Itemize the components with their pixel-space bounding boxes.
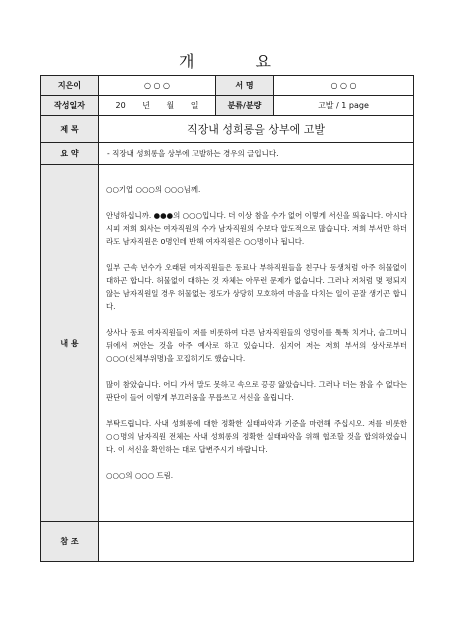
author-label: 지은이 [41,76,99,96]
letter-paragraph: 상사나 동료 여자직원들이 저를 비롯하여 다른 남자직원들의 엉덩이를 툭툭 치거나, 슬그머니 뒤에서 껴안는 것을 아주 예사로 하고 있습니다. 심지어 저는 저희 부서의 상사로부터 ○○○(신체부위명)을 꼬집히기도 했습니다. [106,328,407,363]
date-label: 작성일자 [41,96,99,116]
letter-paragraph: 부탁드립니다. 사내 성희롱에 대한 정확한 실태파악과 기준을 마련해 주십시오. 저를 비롯한 ○○명의 남자직원 전체는 사내 성희롱의 정확한 실태파악을 위해 협조할 것을 합의하였습니다. 이 서신을 확인하는 대로 답변주시기 바랍니다. [106,419,407,454]
category-value: 고발 / 1 page [274,96,414,116]
letter-body [99,165,414,522]
title-label: 제 목 [41,116,99,143]
content-label: 내 용 [41,165,99,522]
form-table [40,75,414,562]
signature-label: 서 명 [216,76,274,96]
document-title: 직장내 성희롱을 상부에 고발 [99,116,414,143]
author-row [41,76,414,96]
letter-paragraph: 많이 참았습니다. 어디 가서 말도 못하고 속으로 끙끙 앓았습니다. 그러나 더는 참을 수 없다는 판단이 들어 이렇게 부끄러움을 무릅쓰고 서신을 올립니다. [106,380,407,402]
date-value: 20 년 월 일 [99,96,216,116]
date-row [41,96,414,116]
summary-label: 요 약 [41,143,99,165]
title-row [41,116,414,143]
signature-value: ○ ○ ○ [274,76,414,96]
letter-paragraph: 안녕하십니까. ●●●의 ○○○입니다. 더 이상 참을 수가 없어 이렇게 서신을 띄웁니다. 아시다시피 저희 회사는 여자직원의 수가 남자직원의 수보다 압도적으로 많습니다. 저희 부서만 하더라도 남자직원은 0명인데 반해 여자직원은 ○○명이나 됩니다. [106,211,407,246]
summary-row [41,143,414,165]
letter-signoff: ○○○의 ○○○ 드림. [106,471,174,480]
letter-greeting: ○○기업 ○○○의 ○○○님께. [106,185,201,194]
summary-text: - 직장내 성희롱을 상부에 고발하는 경우의 글입니다. [99,143,414,165]
category-label: 분류/분량 [216,96,274,116]
author-value: ○ ○ ○ [99,76,216,96]
reference-label: 참 조 [41,522,99,562]
content-row [41,165,414,522]
reference-row [41,522,414,562]
letter-paragraph: 일부 근속 년수가 오래된 여자직원들은 동료나 부하직원들을 친구나 동생처럼 아주 허물없이 대하곤 합니다. 허물없이 대하는 것 자체는 아무런 문제가 없습니다. 그러나 저처럼 몇 평되지 않는 남자직원일 경우 허물없는 정도가 상당히 모호하여 마음을 다치는 일이 곧잘 생기곤 합니다. [106,263,407,311]
page-title: 개 요 [179,52,299,71]
reference-value [99,522,414,562]
